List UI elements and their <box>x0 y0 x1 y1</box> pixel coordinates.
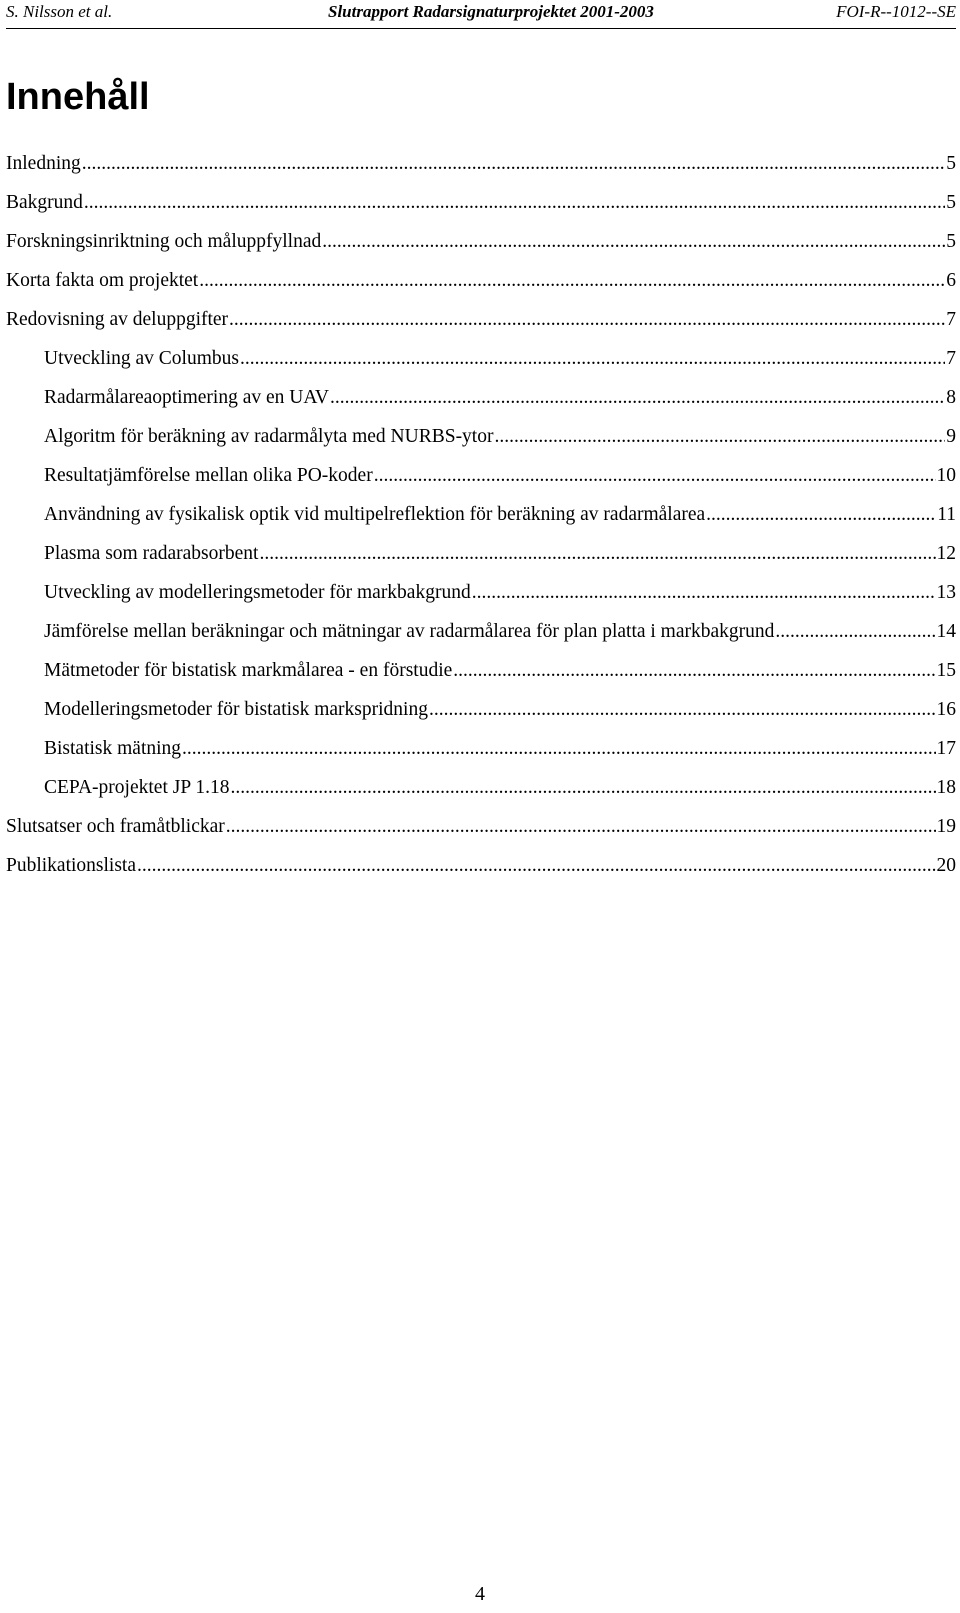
table-of-contents <box>6 146 956 887</box>
toc-entry[interactable] <box>6 848 956 887</box>
header-author: S. Nilsson et al. <box>6 2 113 21</box>
toc-dot-leader <box>322 224 945 260</box>
toc-entry-page: 9 <box>946 426 956 447</box>
toc-entry-page: 15 <box>936 660 956 681</box>
toc-entry[interactable] <box>6 341 956 380</box>
toc-entry-label: CEPA-projektet JP 1.18 <box>44 777 230 798</box>
toc-entry[interactable] <box>6 419 956 458</box>
toc-entry-page: 7 <box>946 348 956 369</box>
toc-entry-page: 5 <box>946 153 956 174</box>
toc-dot-leader <box>199 263 945 299</box>
toc-entry[interactable] <box>6 458 956 497</box>
toc-entry[interactable] <box>6 692 956 731</box>
toc-entry[interactable] <box>6 809 956 848</box>
toc-entry[interactable] <box>6 146 956 185</box>
toc-entry-page: 7 <box>946 309 956 330</box>
toc-entry[interactable] <box>6 614 956 653</box>
toc-entry[interactable] <box>6 185 956 224</box>
header-report-title: Slutrapport Radarsignaturprojektet 2001-2003 <box>328 2 654 21</box>
toc-entry[interactable] <box>6 770 956 809</box>
toc-entry-page: 14 <box>936 621 956 642</box>
toc-dot-leader <box>240 341 945 377</box>
toc-entry-label: Utveckling av modelleringsmetoder för markbakgrund <box>44 582 471 603</box>
header-divider <box>6 28 956 29</box>
toc-dot-leader <box>226 809 936 845</box>
toc-entry-page: 20 <box>936 855 956 876</box>
toc-entry-label: Publikationslista <box>6 855 137 876</box>
toc-entry[interactable] <box>6 731 956 770</box>
toc-dot-leader <box>706 497 936 533</box>
toc-entry-page: 5 <box>946 192 956 213</box>
toc-entry-page: 16 <box>936 699 956 720</box>
toc-entry[interactable] <box>6 302 956 341</box>
toc-entry[interactable] <box>6 497 956 536</box>
page-number: 4 <box>475 1583 485 1605</box>
toc-entry[interactable] <box>6 380 956 419</box>
toc-entry[interactable] <box>6 536 956 575</box>
toc-entry-label: Användning av fysikalisk optik vid multipelreflektion för beräkning av radarmålarea <box>44 504 706 525</box>
toc-dot-leader <box>429 692 936 728</box>
toc-dot-leader <box>374 458 936 494</box>
toc-entry-label: Redovisning av deluppgifter <box>6 309 229 330</box>
toc-entry-label: Slutsatser och framåtblickar <box>6 816 225 837</box>
toc-entry-label: Bakgrund <box>6 192 83 213</box>
toc-entry-label: Jämförelse mellan beräkningar och mätningar av radarmålarea för plan platta i markbakgrund <box>44 621 775 642</box>
toc-entry[interactable] <box>6 653 956 692</box>
toc-title: Innehåll <box>6 76 150 118</box>
toc-entry-page: 17 <box>936 738 956 759</box>
toc-dot-leader <box>494 419 945 455</box>
toc-entry-page: 6 <box>946 270 956 291</box>
toc-entry-label: Radarmålareaoptimering av en UAV <box>44 387 329 408</box>
toc-dot-leader <box>472 575 936 611</box>
toc-entry-label: Resultatjämförelse mellan olika PO-koder <box>44 465 373 486</box>
toc-entry[interactable] <box>6 575 956 614</box>
toc-entry-label: Bistatisk mätning <box>44 738 182 759</box>
toc-entry-label: Inledning <box>6 153 81 174</box>
toc-entry-label: Algoritm för beräkning av radarmålyta med NURBS-ytor <box>44 426 494 447</box>
toc-entry-label: Forskningsinriktning och måluppfyllnad <box>6 231 322 252</box>
toc-entry-label: Plasma som radarabsorbent <box>44 543 259 564</box>
toc-entry-label: Korta fakta om projektet <box>6 270 199 291</box>
toc-entry-page: 10 <box>936 465 956 486</box>
toc-dot-leader <box>82 146 946 182</box>
running-header <box>6 0 956 24</box>
toc-dot-leader <box>84 185 945 221</box>
toc-entry[interactable] <box>6 224 956 263</box>
toc-entry-page: 12 <box>936 543 956 564</box>
toc-dot-leader <box>453 653 935 689</box>
toc-entry-page: 19 <box>936 816 956 837</box>
toc-entry[interactable] <box>6 263 956 302</box>
toc-dot-leader <box>230 770 935 806</box>
toc-entry-page: 5 <box>946 231 956 252</box>
toc-entry-page: 11 <box>937 504 956 525</box>
toc-dot-leader <box>137 848 935 884</box>
toc-dot-leader <box>182 731 935 767</box>
toc-dot-leader <box>229 302 945 338</box>
toc-dot-leader <box>775 614 935 650</box>
toc-entry-label: Utveckling av Columbus <box>44 348 239 369</box>
toc-entry-page: 13 <box>936 582 956 603</box>
header-report-id: FOI-R--1012--SE <box>836 2 956 21</box>
toc-entry-page: 8 <box>946 387 956 408</box>
toc-entry-page: 18 <box>936 777 956 798</box>
toc-entry-label: Mätmetoder för bistatisk markmålarea - en förstudie <box>44 660 453 681</box>
toc-entry-label: Modelleringsmetoder för bistatisk markspridning <box>44 699 428 720</box>
toc-dot-leader <box>259 536 935 572</box>
toc-dot-leader <box>330 380 945 416</box>
